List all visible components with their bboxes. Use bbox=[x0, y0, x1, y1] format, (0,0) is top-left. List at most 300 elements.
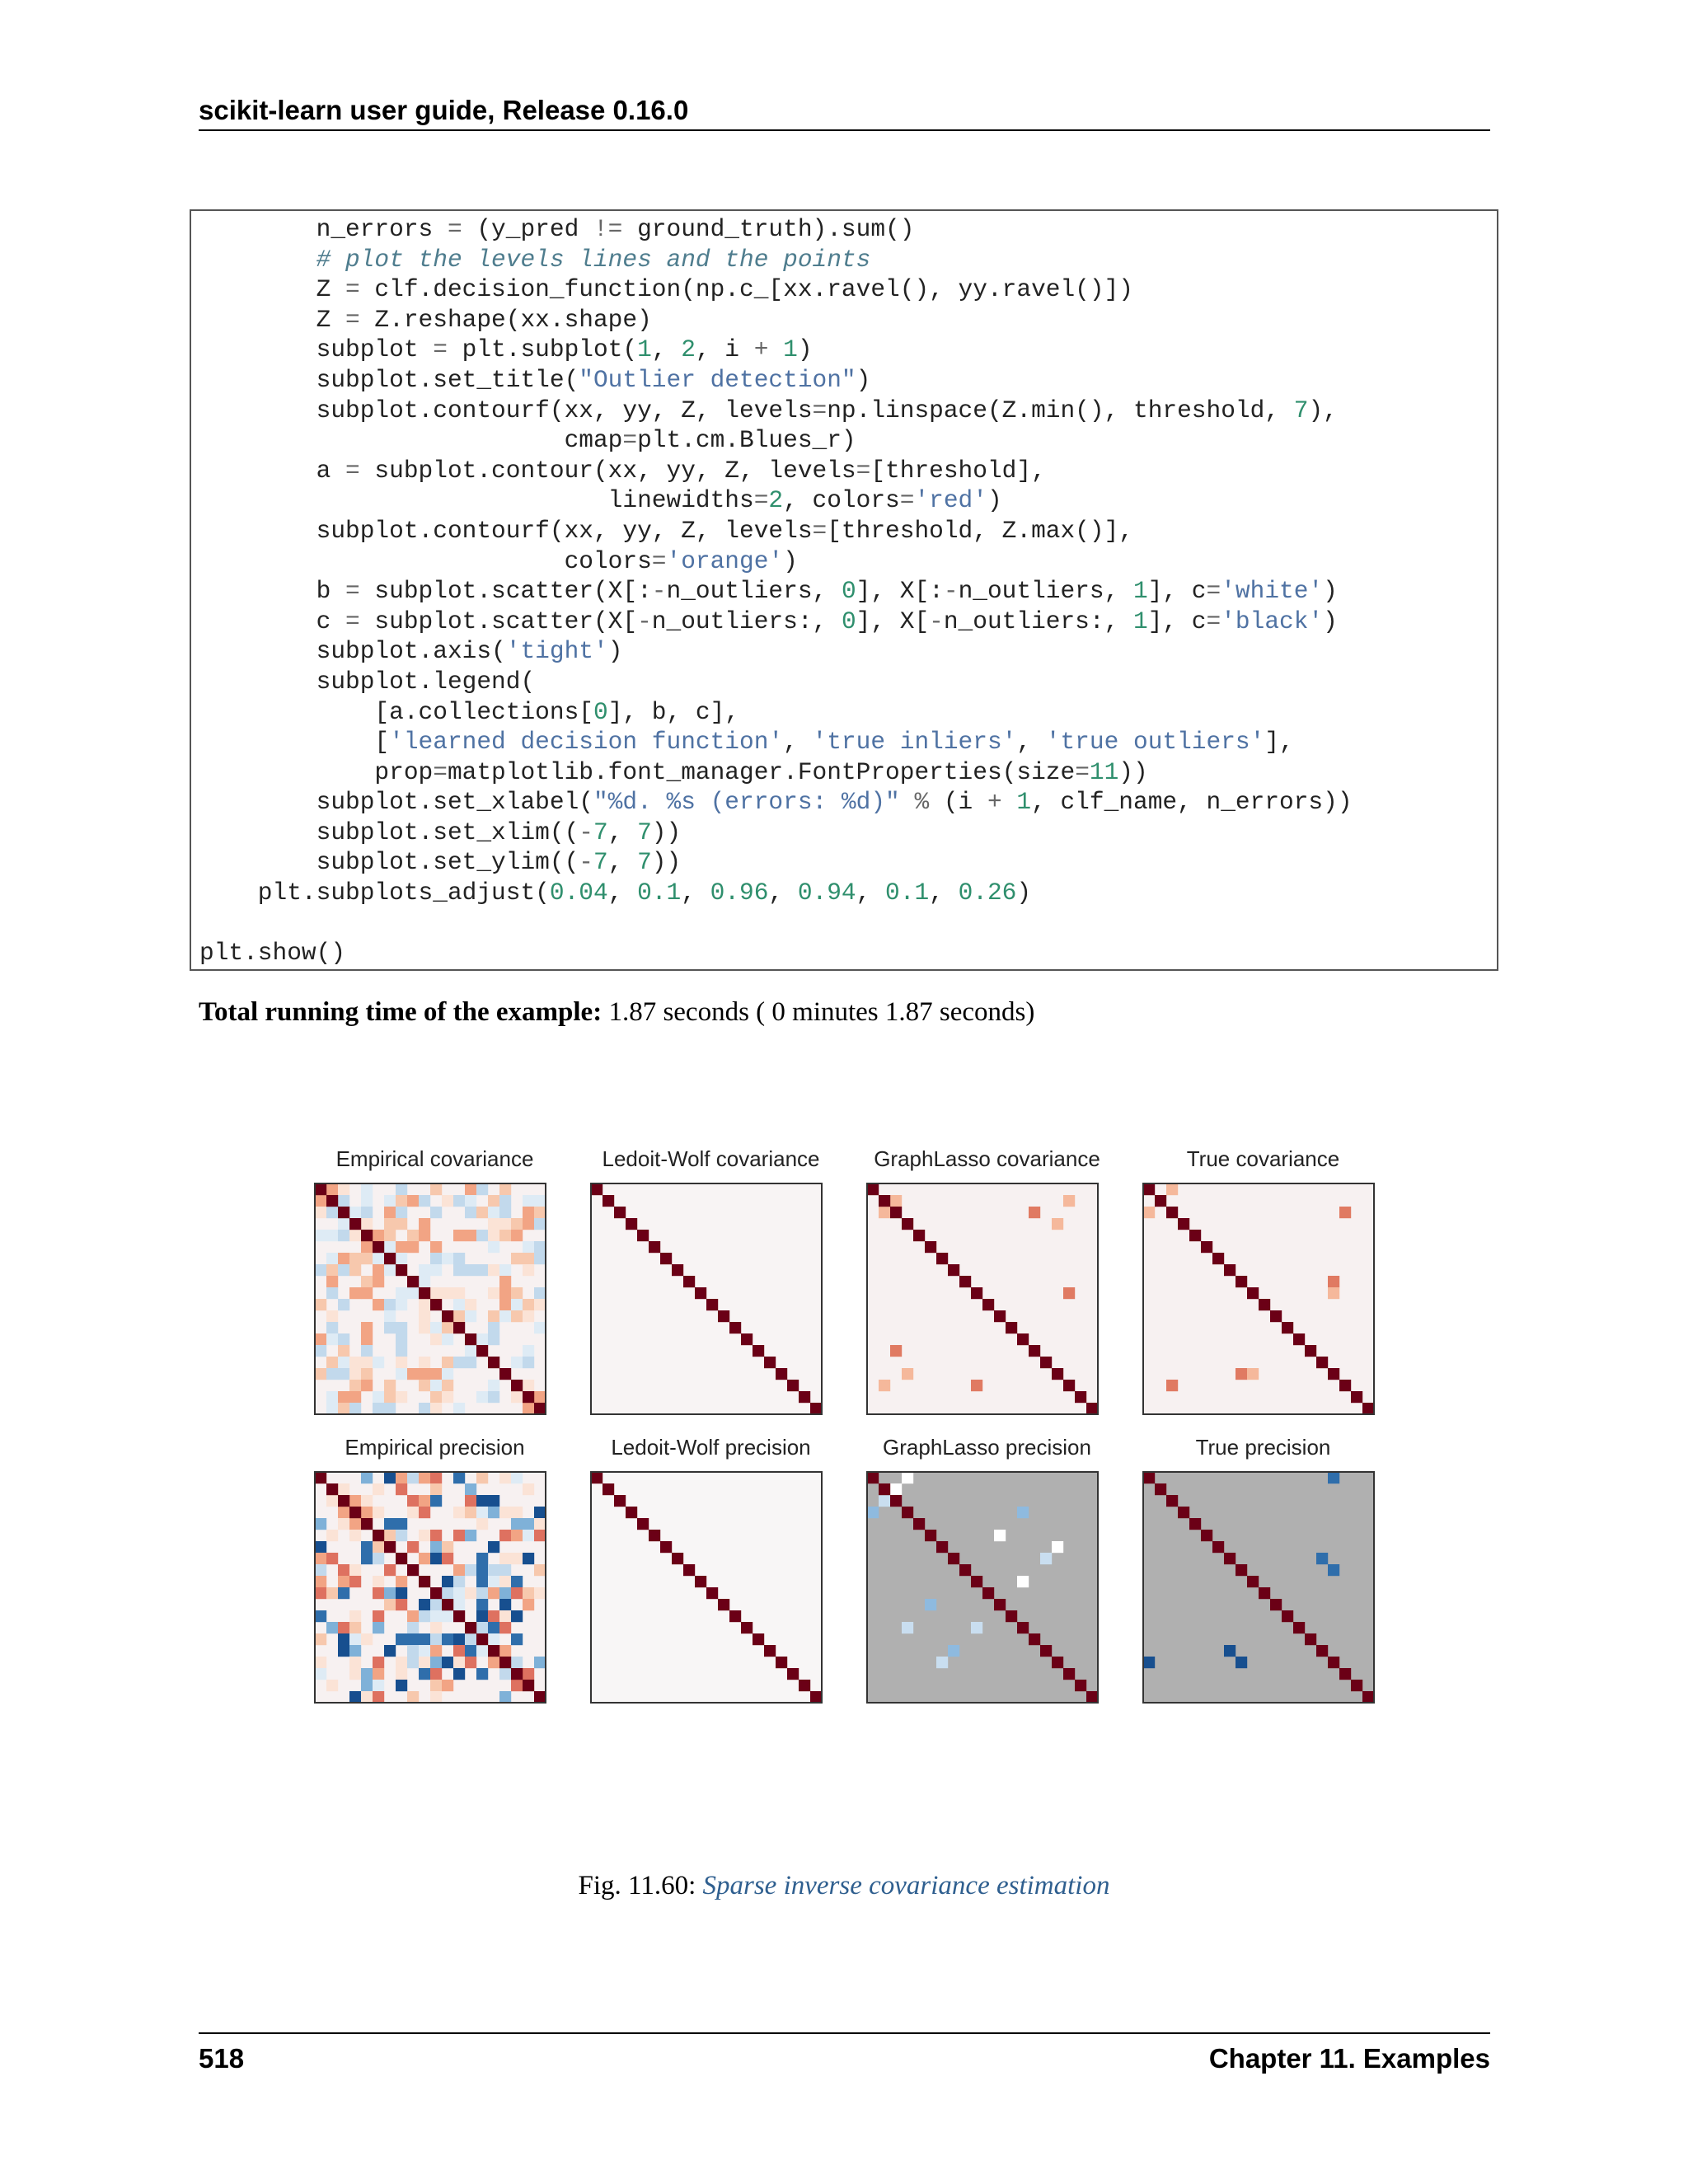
matrix-cell bbox=[430, 1391, 442, 1403]
matrix-cell bbox=[1201, 1541, 1212, 1553]
matrix-cell bbox=[338, 1518, 349, 1530]
matrix-cell bbox=[373, 1276, 384, 1287]
code-token: - bbox=[651, 577, 667, 606]
matrix-cell bbox=[453, 1657, 465, 1668]
code-token: ) bbox=[783, 546, 798, 575]
matrix-cell bbox=[787, 1668, 799, 1680]
matrix-cell bbox=[1086, 1403, 1098, 1414]
matrix-heatmap bbox=[313, 1182, 547, 1416]
code-token: ], b, c], bbox=[607, 697, 740, 726]
matrix-cell bbox=[1029, 1633, 1040, 1645]
matrix-cell bbox=[1328, 1472, 1339, 1483]
matrix-cell bbox=[971, 1380, 982, 1391]
matrix-cell bbox=[1166, 1507, 1178, 1518]
matrix-cell bbox=[1236, 1564, 1247, 1576]
matrix-cell bbox=[534, 1241, 546, 1253]
matrix-cell bbox=[396, 1599, 407, 1610]
panel-title: Ledoit-Wolf precision bbox=[611, 1435, 811, 1460]
matrix-cell bbox=[936, 1553, 948, 1564]
matrix-cell bbox=[465, 1657, 476, 1668]
code-token: = bbox=[433, 757, 448, 786]
matrix-cell bbox=[453, 1472, 465, 1483]
panel-title: Ledoit-Wolf covariance bbox=[602, 1146, 820, 1171]
matrix-cell bbox=[442, 1195, 453, 1207]
matrix-cell bbox=[349, 1530, 361, 1541]
caption-link[interactable]: Sparse inverse covariance estimation bbox=[702, 1871, 1110, 1900]
matrix-cell bbox=[534, 1299, 546, 1310]
code-token: n_outliers:, bbox=[651, 607, 842, 635]
matrix-cell bbox=[419, 1472, 430, 1483]
matrix-cell bbox=[349, 1264, 361, 1276]
code-token: = bbox=[447, 215, 462, 243]
matrix-cell bbox=[614, 1495, 626, 1507]
matrix-cell bbox=[511, 1310, 523, 1322]
matrix-cell bbox=[453, 1633, 465, 1645]
matrix-cell bbox=[488, 1645, 499, 1657]
matrix-cell bbox=[511, 1680, 523, 1691]
matrix-cell bbox=[419, 1645, 430, 1657]
matrix-cell bbox=[465, 1530, 476, 1541]
code-token: 2 bbox=[681, 335, 696, 364]
matrix-cell bbox=[499, 1599, 511, 1610]
matrix-cell bbox=[534, 1322, 546, 1333]
code-token: = bbox=[345, 607, 360, 635]
code-token: , i bbox=[695, 335, 754, 364]
matrix-cell bbox=[718, 1310, 729, 1322]
matrix-cell bbox=[1178, 1218, 1189, 1230]
matrix-cell bbox=[1086, 1680, 1098, 1691]
matrix-cell bbox=[338, 1645, 349, 1657]
code-token: 7 bbox=[1293, 396, 1309, 424]
matrix-cell bbox=[361, 1241, 373, 1253]
matrix-cell bbox=[453, 1530, 465, 1541]
matrix-cell bbox=[453, 1403, 465, 1414]
matrix-cell bbox=[384, 1230, 396, 1241]
matrix-heatmap bbox=[1142, 1470, 1376, 1704]
matrix-cell bbox=[338, 1622, 349, 1633]
matrix-cell bbox=[430, 1403, 442, 1414]
matrix-cell bbox=[499, 1530, 511, 1541]
matrix-cell bbox=[1328, 1368, 1339, 1380]
matrix-cell bbox=[925, 1541, 936, 1553]
code-token: , bbox=[768, 879, 798, 907]
code-token: ground_truth).sum() bbox=[622, 215, 915, 243]
matrix-cell bbox=[373, 1264, 384, 1276]
matrix-cell bbox=[361, 1218, 373, 1230]
matrix-cell bbox=[649, 1241, 660, 1253]
matrix-cell bbox=[338, 1357, 349, 1368]
matrix-cell bbox=[1362, 1403, 1374, 1414]
matrix-cell bbox=[523, 1207, 534, 1218]
matrix-cell bbox=[534, 1253, 546, 1264]
matrix-cell bbox=[1328, 1564, 1339, 1576]
matrix-cell bbox=[430, 1264, 442, 1276]
matrix-cell bbox=[499, 1691, 511, 1703]
matrix-cell bbox=[523, 1380, 534, 1391]
matrix-cell bbox=[1075, 1391, 1086, 1403]
code-token: (y_pred bbox=[462, 215, 593, 243]
matrix-cell bbox=[511, 1530, 523, 1541]
matrix-cell bbox=[499, 1645, 511, 1657]
matrix-cell bbox=[396, 1680, 407, 1691]
matrix-cell bbox=[361, 1276, 373, 1287]
matrix-cell bbox=[879, 1207, 890, 1218]
matrix-cell bbox=[430, 1241, 442, 1253]
matrix-cell bbox=[523, 1668, 534, 1680]
code-token: = bbox=[651, 546, 667, 575]
matrix-cell bbox=[338, 1391, 349, 1403]
matrix-cell bbox=[1351, 1680, 1362, 1691]
matrix-cell bbox=[326, 1287, 338, 1299]
matrix-cell bbox=[523, 1195, 534, 1207]
matrix-cell bbox=[384, 1403, 396, 1414]
code-token: 1 bbox=[637, 335, 652, 364]
code-token: = bbox=[856, 456, 871, 485]
matrix-cell bbox=[465, 1195, 476, 1207]
matrix-cell bbox=[890, 1207, 902, 1218]
code-token: [ bbox=[199, 728, 390, 757]
code-token: 1 bbox=[1133, 607, 1148, 635]
matrix-cell bbox=[453, 1610, 465, 1622]
matrix-cell bbox=[396, 1518, 407, 1530]
matrix-cell bbox=[867, 1183, 879, 1195]
matrix-cell bbox=[1006, 1622, 1017, 1633]
code-token: 'tight' bbox=[505, 637, 608, 666]
matrix-cell bbox=[1166, 1207, 1178, 1218]
matrix-cell bbox=[384, 1391, 396, 1403]
matrix-cell bbox=[1339, 1657, 1351, 1668]
matrix-cell bbox=[787, 1380, 799, 1391]
matrix-cell bbox=[511, 1576, 523, 1587]
matrix-cell bbox=[1293, 1610, 1305, 1622]
matrix-cell bbox=[1166, 1183, 1178, 1195]
matrix-cell bbox=[959, 1576, 971, 1587]
matrix-cell bbox=[373, 1622, 384, 1633]
matrix-cell bbox=[1189, 1518, 1201, 1530]
matrix-cell bbox=[361, 1633, 373, 1645]
matrix-cell bbox=[890, 1195, 902, 1207]
matrix-cell bbox=[326, 1207, 338, 1218]
matrix-cell bbox=[465, 1207, 476, 1218]
matrix-cell bbox=[338, 1230, 349, 1241]
matrix-cell bbox=[1155, 1483, 1166, 1495]
matrix-cell bbox=[315, 1553, 326, 1564]
matrix-heatmap bbox=[589, 1182, 823, 1416]
code-token: 'true outliers' bbox=[1045, 728, 1265, 757]
matrix-cell bbox=[326, 1264, 338, 1276]
matrix-cell bbox=[361, 1183, 373, 1195]
matrix-cell bbox=[1316, 1645, 1328, 1657]
matrix-cell bbox=[326, 1530, 338, 1541]
code-token: - bbox=[943, 577, 959, 606]
matrix-cell bbox=[442, 1553, 453, 1564]
matrix-cell bbox=[384, 1241, 396, 1253]
matrix-cell bbox=[453, 1287, 465, 1299]
matrix-cell bbox=[315, 1195, 326, 1207]
code-token: = bbox=[899, 486, 915, 515]
matrix-cell bbox=[1328, 1645, 1339, 1657]
matrix-cell bbox=[1143, 1472, 1155, 1483]
matrix-cell bbox=[453, 1299, 465, 1310]
code-token: colors bbox=[199, 546, 652, 575]
matrix-cell bbox=[1282, 1610, 1293, 1622]
matrix-cell bbox=[959, 1276, 971, 1287]
matrix-cell bbox=[1017, 1610, 1029, 1622]
matrix-cell bbox=[764, 1357, 776, 1368]
code-token: linewidths bbox=[199, 486, 754, 515]
matrix-cell bbox=[1201, 1530, 1212, 1541]
code-token: ], X[ bbox=[856, 607, 930, 635]
matrix-cell bbox=[499, 1310, 511, 1322]
code-token: [threshold, Z.max()], bbox=[827, 516, 1133, 545]
matrix-cell bbox=[523, 1530, 534, 1541]
matrix-cell bbox=[373, 1668, 384, 1680]
matrix-cell bbox=[396, 1218, 407, 1230]
matrix-cell bbox=[419, 1287, 430, 1299]
matrix-cell bbox=[488, 1207, 499, 1218]
matrix-cell bbox=[476, 1599, 488, 1610]
matrix-cell bbox=[361, 1345, 373, 1357]
matrix-cell bbox=[488, 1241, 499, 1253]
panel-title: Empirical precision bbox=[345, 1435, 525, 1460]
matrix-cell bbox=[430, 1183, 442, 1195]
matrix-cell bbox=[442, 1368, 453, 1380]
matrix-cell bbox=[407, 1507, 419, 1518]
matrix-cell bbox=[373, 1553, 384, 1564]
matrix-cell bbox=[349, 1368, 361, 1380]
matrix-cell bbox=[315, 1207, 326, 1218]
matrix-cell bbox=[465, 1587, 476, 1599]
matrix-cell bbox=[1052, 1645, 1063, 1657]
code-token: plt.show() bbox=[199, 939, 346, 968]
matrix-cell bbox=[373, 1403, 384, 1414]
code-token: = bbox=[812, 396, 828, 424]
matrix-cell bbox=[453, 1564, 465, 1576]
code-token: 0 bbox=[841, 577, 856, 606]
code-token: 'true inliers' bbox=[812, 728, 1017, 757]
matrix-cell bbox=[430, 1553, 442, 1564]
matrix-cell bbox=[695, 1576, 706, 1587]
matrix-cell bbox=[706, 1299, 718, 1310]
matrix-cell bbox=[326, 1368, 338, 1380]
matrix-cell bbox=[1362, 1680, 1374, 1691]
matrix-cell bbox=[465, 1495, 476, 1507]
matrix-cell bbox=[603, 1483, 614, 1495]
matrix-cell bbox=[384, 1207, 396, 1218]
matrix-cell bbox=[349, 1633, 361, 1645]
code-token: - bbox=[579, 848, 593, 877]
matrix-cell bbox=[499, 1657, 511, 1668]
matrix-cell bbox=[913, 1518, 925, 1530]
matrix-cell bbox=[315, 1576, 326, 1587]
matrix-cell bbox=[326, 1680, 338, 1691]
matrix-cell bbox=[396, 1633, 407, 1645]
code-token: Z.reshape(xx.shape) bbox=[359, 305, 652, 334]
matrix-cell bbox=[1017, 1633, 1029, 1645]
matrix-cell bbox=[488, 1576, 499, 1587]
matrix-cell bbox=[1143, 1483, 1155, 1495]
matrix-cell bbox=[626, 1218, 637, 1230]
matrix-cell bbox=[442, 1657, 453, 1668]
matrix-cell bbox=[442, 1541, 453, 1553]
matrix-cell bbox=[1305, 1645, 1316, 1657]
matrix-cell bbox=[465, 1310, 476, 1322]
matrix-cell bbox=[349, 1564, 361, 1576]
matrix-cell bbox=[1178, 1518, 1189, 1530]
matrix-cell bbox=[476, 1391, 488, 1403]
matrix-cell bbox=[361, 1668, 373, 1680]
matrix-cell bbox=[315, 1230, 326, 1241]
footer-rule bbox=[199, 2032, 1490, 2034]
code-token: 0.1 bbox=[885, 879, 930, 907]
matrix-cell bbox=[499, 1183, 511, 1195]
matrix-cell bbox=[315, 1657, 326, 1668]
matrix-cell bbox=[384, 1380, 396, 1391]
matrix-cell bbox=[453, 1253, 465, 1264]
matrix-cell bbox=[338, 1218, 349, 1230]
matrix-cell bbox=[361, 1553, 373, 1564]
matrix-cell bbox=[488, 1495, 499, 1507]
matrix-cell bbox=[453, 1587, 465, 1599]
code-token: a bbox=[199, 456, 346, 485]
matrix-cell bbox=[361, 1357, 373, 1368]
matrix-cell bbox=[1040, 1553, 1052, 1564]
code-token: 'black' bbox=[1221, 607, 1324, 635]
matrix-cell bbox=[1075, 1668, 1086, 1680]
matrix-cell bbox=[430, 1610, 442, 1622]
matrix-cell bbox=[1328, 1276, 1339, 1287]
matrix-cell bbox=[476, 1553, 488, 1564]
matrix-cell bbox=[523, 1391, 534, 1403]
matrix-cell bbox=[361, 1333, 373, 1345]
code-token: 0.04 bbox=[549, 879, 608, 907]
matrix-cell bbox=[476, 1183, 488, 1195]
matrix-cell bbox=[948, 1264, 959, 1276]
code-token: subplot bbox=[199, 335, 434, 364]
matrix-cell bbox=[419, 1230, 430, 1241]
matrix-cell bbox=[384, 1587, 396, 1599]
matrix-cell bbox=[361, 1380, 373, 1391]
code-token: 1 bbox=[1016, 788, 1032, 817]
page-number: 518 bbox=[199, 2043, 245, 2074]
matrix-cell bbox=[384, 1518, 396, 1530]
matrix-cell bbox=[338, 1633, 349, 1645]
matrix-cell bbox=[799, 1680, 810, 1691]
matrix-cell bbox=[1259, 1576, 1270, 1587]
matrix-cell bbox=[994, 1610, 1006, 1622]
matrix-cell bbox=[373, 1576, 384, 1587]
matrix-cell bbox=[373, 1299, 384, 1310]
matrix-cell bbox=[338, 1264, 349, 1276]
matrix-cell bbox=[994, 1599, 1006, 1610]
matrix-cell bbox=[1166, 1380, 1178, 1391]
matrix-cell bbox=[890, 1483, 902, 1495]
matrix-cell bbox=[442, 1391, 453, 1403]
matrix-cell bbox=[488, 1218, 499, 1230]
matrix-cell bbox=[488, 1380, 499, 1391]
matrix-cell bbox=[499, 1368, 511, 1380]
matrix-cell bbox=[1236, 1576, 1247, 1587]
matrix-cell bbox=[407, 1276, 419, 1287]
matrix-cell bbox=[419, 1380, 430, 1391]
matrix-cell bbox=[396, 1530, 407, 1541]
code-token: + bbox=[753, 335, 769, 364]
code-token: np.linspace(Z.min(), threshold, bbox=[827, 396, 1294, 424]
code-token: 0.94 bbox=[797, 879, 856, 907]
matrix-cell bbox=[499, 1610, 511, 1622]
matrix-cell bbox=[1305, 1345, 1316, 1357]
matrix-cell bbox=[925, 1518, 936, 1530]
matrix-cell bbox=[315, 1633, 326, 1645]
matrix-cell bbox=[1247, 1368, 1259, 1380]
code-token: ) bbox=[987, 486, 1002, 515]
matrix-cell bbox=[349, 1253, 361, 1264]
page-header-title: scikit-learn user guide, Release 0.16.0 bbox=[199, 95, 689, 125]
matrix-cell bbox=[1143, 1183, 1155, 1195]
matrix-cell bbox=[1212, 1553, 1224, 1564]
matrix-cell bbox=[534, 1391, 546, 1403]
matrix-cell bbox=[361, 1507, 373, 1518]
matrix-cell bbox=[373, 1507, 384, 1518]
matrix-cell bbox=[384, 1599, 396, 1610]
matrix-cell bbox=[706, 1587, 718, 1599]
matrix-cell bbox=[453, 1195, 465, 1207]
matrix-cell bbox=[810, 1691, 822, 1703]
matrix-cell bbox=[511, 1230, 523, 1241]
matrix-cell bbox=[1052, 1368, 1063, 1380]
matrix-cell bbox=[488, 1333, 499, 1345]
matrix-cell bbox=[511, 1357, 523, 1368]
matrix-cell bbox=[396, 1253, 407, 1264]
matrix-cell bbox=[419, 1553, 430, 1564]
code-token: = bbox=[1075, 757, 1090, 786]
matrix-cell bbox=[338, 1299, 349, 1310]
matrix-cell bbox=[315, 1345, 326, 1357]
matrix-cell bbox=[373, 1391, 384, 1403]
matrix-cell bbox=[626, 1507, 637, 1518]
matrix-cell bbox=[430, 1622, 442, 1633]
matrix-cell bbox=[488, 1264, 499, 1276]
matrix-cell bbox=[499, 1564, 511, 1576]
matrix-heatmap bbox=[865, 1182, 1100, 1416]
matrix-cell bbox=[1224, 1564, 1236, 1576]
matrix-cell bbox=[511, 1299, 523, 1310]
matrix-cell bbox=[430, 1633, 442, 1645]
matrix-cell bbox=[442, 1633, 453, 1645]
matrix-cell bbox=[1293, 1633, 1305, 1645]
matrix-cell bbox=[1236, 1368, 1247, 1380]
matrix-cell bbox=[430, 1691, 442, 1703]
matrix-cell bbox=[523, 1403, 534, 1414]
matrix-cell bbox=[373, 1483, 384, 1495]
matrix-cell bbox=[349, 1691, 361, 1703]
matrix-cell bbox=[1006, 1322, 1017, 1333]
matrix-cell bbox=[419, 1218, 430, 1230]
matrix-cell bbox=[315, 1587, 326, 1599]
matrix-cell bbox=[407, 1657, 419, 1668]
matrix-cell bbox=[349, 1576, 361, 1587]
matrix-cell bbox=[419, 1403, 430, 1414]
matrix-cell bbox=[683, 1564, 695, 1576]
matrix-cell bbox=[419, 1657, 430, 1668]
matrix-cell bbox=[534, 1195, 546, 1207]
matrix-cell bbox=[1166, 1483, 1178, 1495]
matrix-cell bbox=[511, 1253, 523, 1264]
matrix-cell bbox=[534, 1530, 546, 1541]
matrix-cell bbox=[1189, 1530, 1201, 1541]
code-token: matplotlib.font_manager.FontProperties(size bbox=[447, 757, 1076, 786]
matrix-cell bbox=[384, 1564, 396, 1576]
